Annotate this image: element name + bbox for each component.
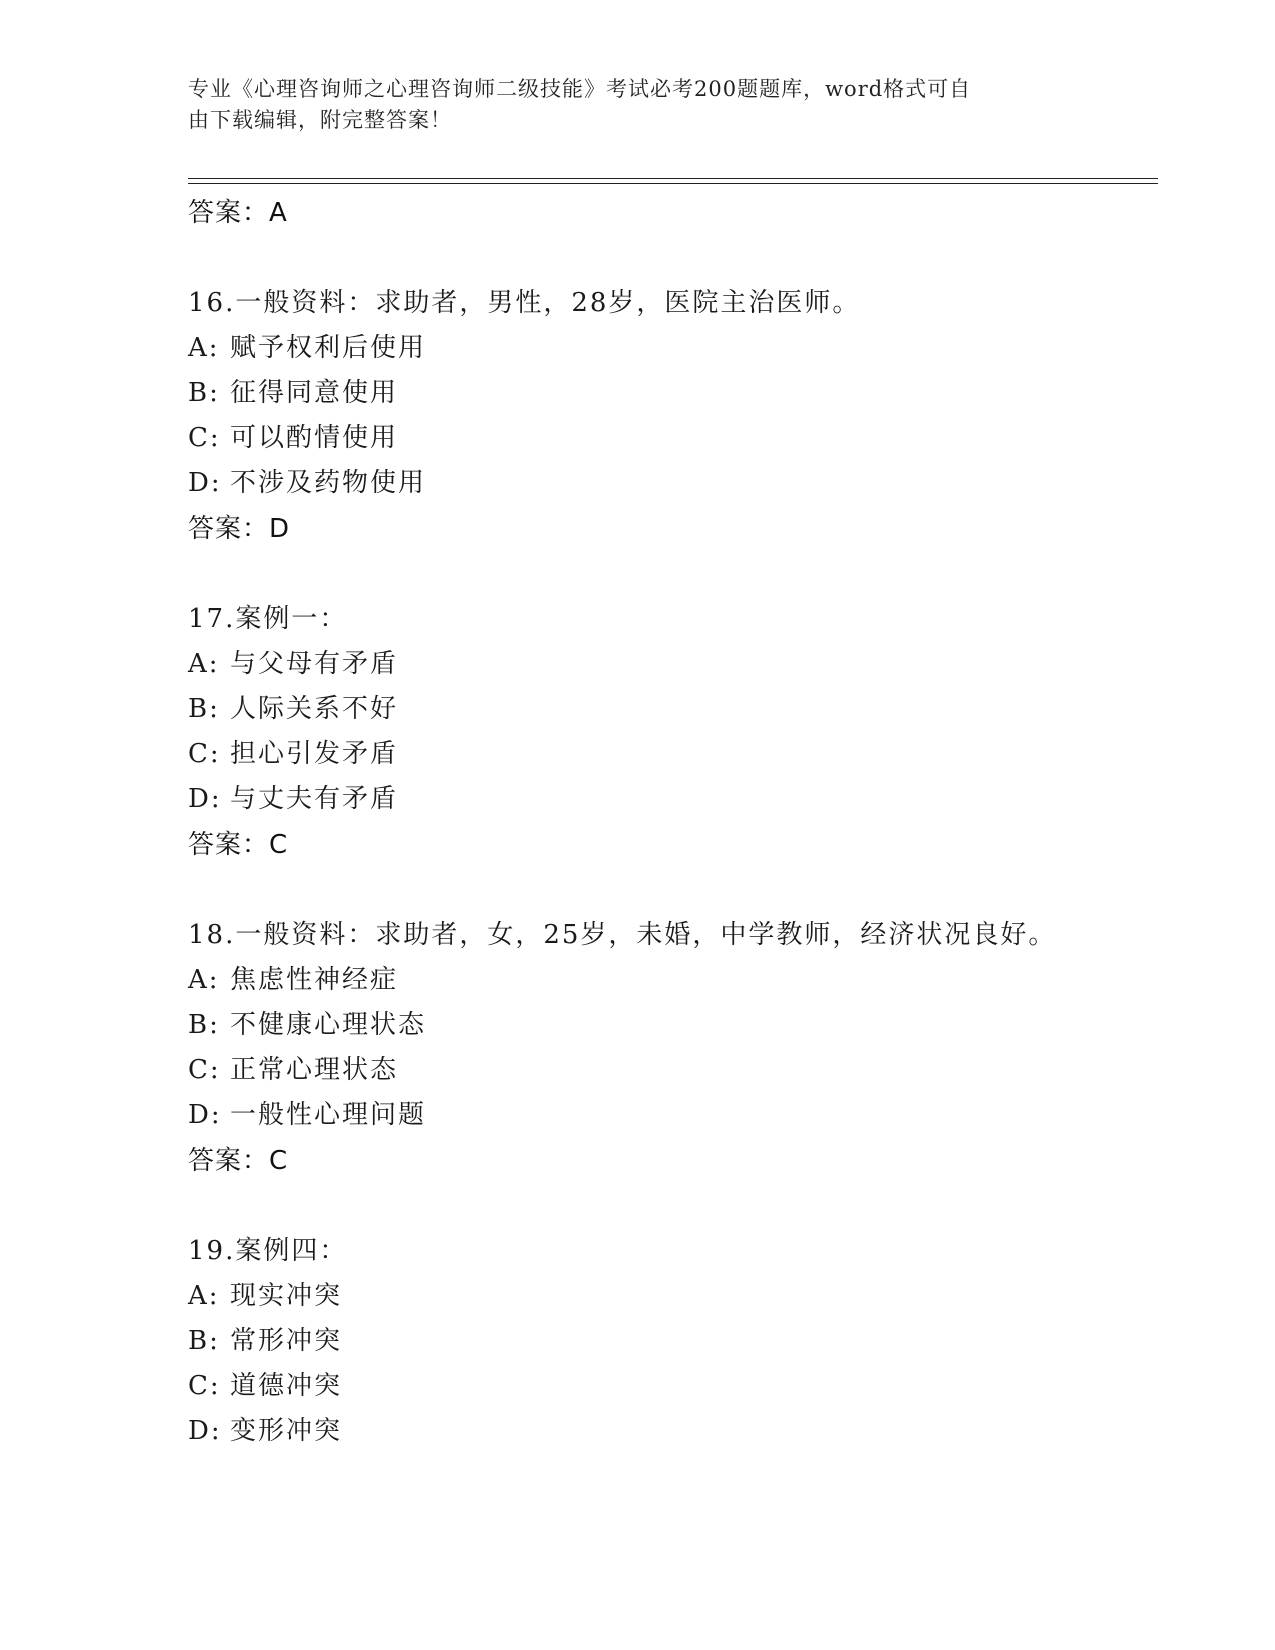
answer-line [188,190,1148,236]
answer-value: A [269,198,288,228]
option-text: 正常心理状态 [230,1055,399,1085]
question-stem: 16.一般资料：求助者，男性，28岁，医院主治医师。 [188,288,861,318]
option-text: 一般性心理问题 [230,1100,427,1130]
option-letter: D: [188,468,222,498]
question-stem: 17.案例一： [188,604,348,634]
question-stem: 18.一般资料：求助者，女，25岁，未婚，中学教师，经济状况良好。 [188,920,1057,950]
option-a [188,1274,1148,1319]
option-letter: C: [188,1055,221,1085]
option-letter: B: [188,1010,220,1040]
option-a [188,326,1148,371]
option-letter: B: [188,1326,220,1356]
option-d [188,777,1148,822]
option-text: 赋予权利后使用 [230,333,427,363]
option-letter: D: [188,784,222,814]
option-letter: C: [188,1371,221,1401]
option-letter: D: [188,1416,222,1446]
option-c [188,1048,1148,1093]
option-c [188,416,1148,461]
answer-value: C [269,830,289,860]
option-b [188,1319,1148,1364]
answer-value: C [269,1146,289,1176]
option-d [188,461,1148,506]
option-text: 可以酌情使用 [230,423,399,453]
spacer [188,236,1148,281]
answer-line [188,1138,1148,1184]
header-divider-bottom [188,183,1158,184]
option-c [188,1364,1148,1409]
option-text: 与父母有矛盾 [230,649,399,679]
header-line-2: 由下载编辑，附完整答案！ [188,108,452,132]
header-line-1: 专业《心理咨询师之心理咨询师二级技能》考试必考200题题库，word格式可自 [188,77,972,101]
option-text: 常形冲突 [230,1326,343,1356]
option-letter: A: [188,333,220,363]
option-letter: A: [188,1281,220,1311]
option-b [188,1003,1148,1048]
answer-label: 答案： [188,514,270,544]
option-a [188,958,1148,1003]
question-list [188,190,1148,1454]
option-text: 担心引发矛盾 [230,739,399,769]
option-letter: B: [188,694,220,724]
document-header [188,74,1068,136]
header-divider-top [188,178,1158,179]
option-letter: A: [188,649,220,679]
answer-value: D [269,514,291,544]
option-a [188,642,1148,687]
option-text: 征得同意使用 [230,378,399,408]
answer-line [188,506,1148,552]
answer-label: 答案： [188,198,270,228]
option-c [188,732,1148,777]
option-text: 与丈夫有矛盾 [230,784,399,814]
option-letter: C: [188,423,221,453]
option-d [188,1093,1148,1138]
answer-line [188,822,1148,868]
option-text: 不健康心理状态 [230,1010,427,1040]
option-b [188,371,1148,416]
option-text: 变形冲突 [230,1416,343,1446]
option-letter: A: [188,965,220,995]
spacer [188,1184,1148,1229]
spacer [188,552,1148,597]
option-letter: D: [188,1100,222,1130]
option-text: 不涉及药物使用 [230,468,427,498]
option-letter: C: [188,739,221,769]
answer-label: 答案： [188,830,270,860]
option-text: 人际关系不好 [230,694,399,724]
spacer [188,868,1148,913]
option-d [188,1409,1148,1454]
question-stem: 19.案例四： [188,1236,348,1266]
option-text: 焦虑性神经症 [230,965,399,995]
option-text: 道德冲突 [230,1371,343,1401]
answer-label: 答案： [188,1146,270,1176]
option-letter: B: [188,378,220,408]
option-text: 现实冲突 [230,1281,343,1311]
option-b [188,687,1148,732]
